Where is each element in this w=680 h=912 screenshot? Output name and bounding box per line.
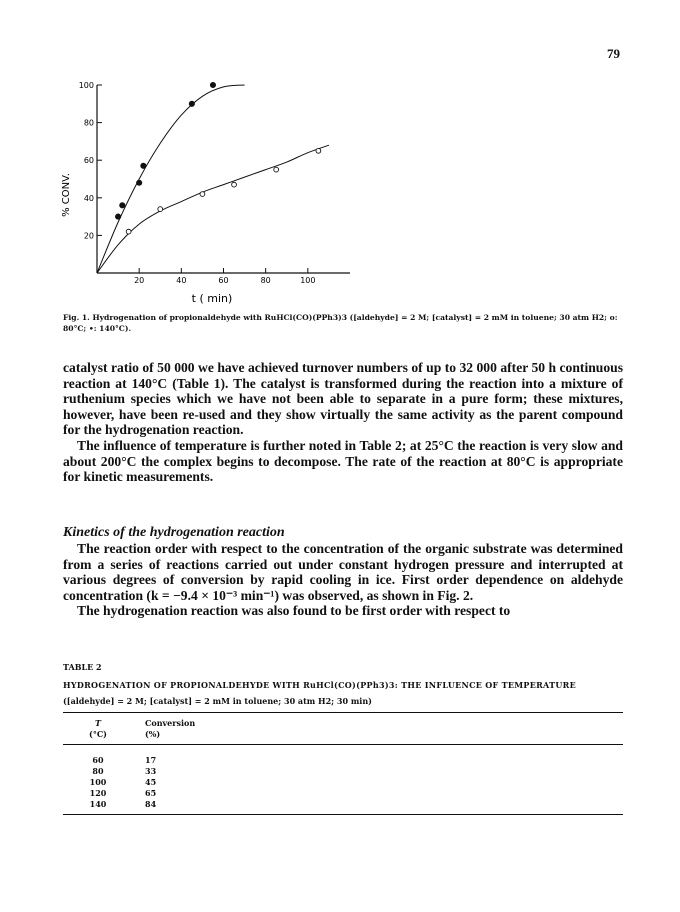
table-label: TABLE 2	[63, 662, 102, 672]
table-cell: 45	[145, 777, 157, 787]
table-cell: 120	[89, 788, 107, 798]
data-point-filled	[120, 203, 125, 208]
table-2	[63, 662, 623, 815]
data-point-open	[232, 182, 237, 187]
table-row	[63, 777, 265, 788]
table-cell: 84	[145, 799, 157, 809]
body-text-block-2	[63, 541, 623, 619]
table-header-cell: Conversion	[145, 718, 196, 728]
table-title: HYDROGENATION OF PROPIONALDEHYDE WITH RuHCl(CO)(PPh3)3: THE INFLUENCE OF TEMPERATURE	[63, 680, 577, 690]
y-tick-label: 20	[83, 231, 94, 241]
data-point-filled	[210, 82, 215, 87]
table-cell: 17	[145, 755, 157, 765]
x-tick-label: 100	[300, 276, 316, 285]
data-point-open	[200, 192, 205, 197]
table-row	[63, 755, 265, 766]
table-cell: 33	[145, 766, 157, 776]
table-cell: 140	[89, 799, 107, 809]
x-tick-label: 20	[134, 276, 145, 285]
table-cell: 65	[145, 788, 157, 798]
table-header-cell: (%)	[145, 729, 161, 739]
x-tick-label: 60	[218, 276, 229, 285]
y-tick-label: 100	[78, 81, 94, 90]
body-text-block-1	[63, 360, 623, 485]
table-conditions: ([aldehyde] = 2 M; [catalyst] = 2 mM in toluene; 30 atm H2; 30 min)	[63, 696, 372, 706]
table-header-cell: (°C)	[89, 729, 107, 739]
table-row	[63, 799, 265, 810]
table-row	[63, 788, 265, 799]
paragraph: The hydrogenation reaction was also found to be first order with respect to	[77, 603, 511, 619]
section-heading: Kinetics of the hydrogenation reaction	[63, 525, 285, 540]
data-point-filled	[189, 101, 194, 106]
data-point-open	[274, 167, 279, 172]
x-axis-label: t ( min)	[191, 292, 233, 305]
table-rule-mid	[63, 744, 623, 745]
data-point-open	[126, 229, 131, 234]
table-cell: 60	[92, 755, 104, 765]
table-rule-bottom	[63, 814, 623, 815]
table-header	[63, 718, 265, 740]
data-point-open	[316, 148, 321, 153]
table-body	[63, 755, 265, 810]
y-axis-label: % CONV.	[61, 173, 72, 217]
x-tick-label: 40	[176, 276, 187, 285]
figure-caption: Fig. 1. Hydrogenation of propionaldehyde with RuHCl(CO)(PPh3)3 ([aldehyde] = 2 M; [catalyst] = 2 mM in toluene; 30 atm H2; o: 80°C; •: 140°C).	[63, 313, 618, 333]
paragraph: The reaction order with respect to the concentration of the organic substrate was determined from a series of reactions carried out under constant hydrogen pressure and interrupted at various degrees of conversion by rapid cooling in ice. First order dependence on aldehyde concentration (k = −9.4 × 10⁻³ min⁻¹) was observed, as shown in Fig. 2.	[63, 541, 623, 603]
paragraph: The influence of temperature is further noted in Table 2; at 25°C the reaction is very slow and about 200°C the complex begins to decompose. The rate of the reaction at 80°C is appropriate for kinetic measurements.	[63, 437, 623, 485]
table-header-cell: T	[95, 718, 101, 728]
data-point-open	[158, 207, 163, 212]
y-tick-label: 80	[83, 118, 94, 128]
table-cell: 80	[92, 766, 104, 776]
page-number: 79	[607, 46, 620, 61]
y-tick-label: 40	[83, 193, 94, 203]
paragraph: catalyst ratio of 50 000 we have achieved turnover numbers of up to 32 000 after 50 h continuous reaction at 140°C (Table 1). The catalyst is transformed during the reaction into a mixture of ruthenium species which we have not been able to separate in a pure form; these mixtures, however, have been re-used and they show virtually the same activity as the parent compound for the hydrogenation reaction.	[63, 360, 623, 438]
data-point-filled	[137, 180, 142, 185]
table-row	[63, 766, 265, 777]
table-cell: 100	[89, 777, 107, 787]
data-point-filled	[141, 163, 146, 168]
data-point-filled	[115, 214, 120, 219]
x-tick-label: 80	[260, 276, 271, 285]
table-rule-top	[63, 712, 623, 713]
y-tick-label: 60	[83, 156, 94, 166]
series-curve	[97, 85, 245, 273]
series-curve	[97, 145, 329, 273]
conversion-chart	[55, 75, 365, 315]
